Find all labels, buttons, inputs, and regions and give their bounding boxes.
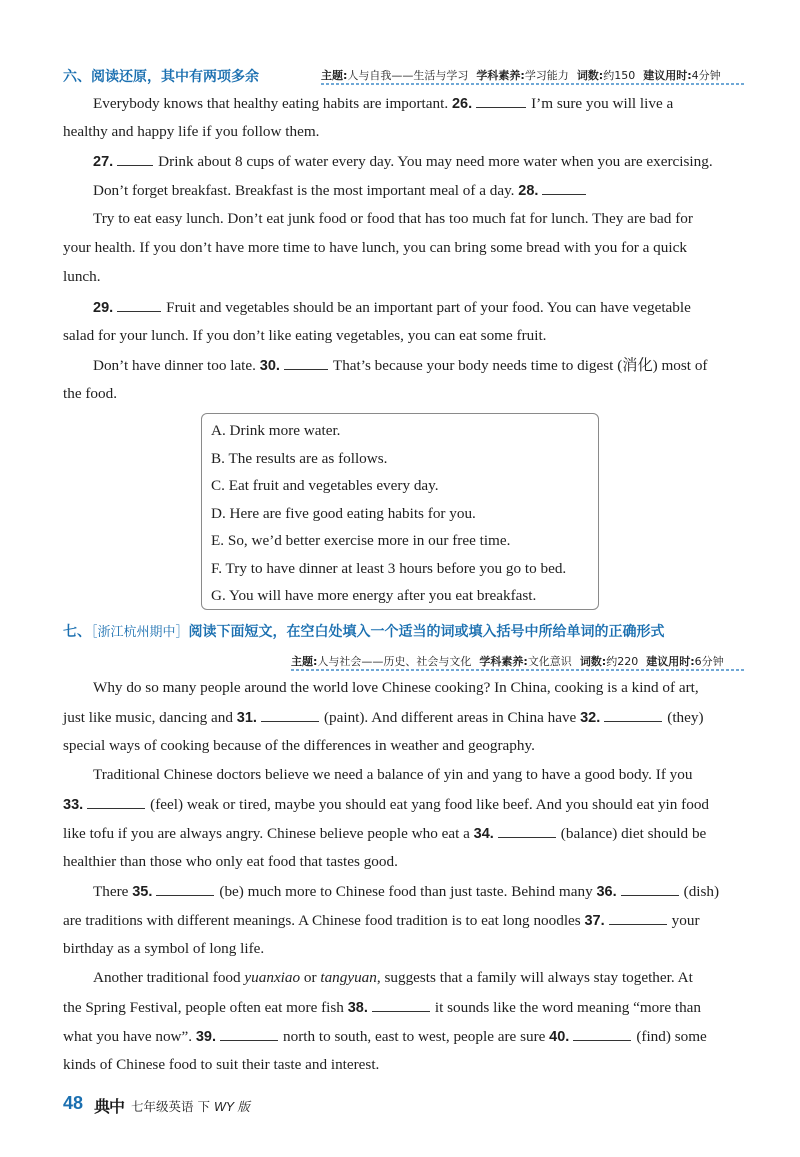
brand-logo: 典中: [94, 1097, 125, 1116]
passage6-line: salad for your lunch. If you don’t like eating vegetables, you can eat some fruit.: [63, 327, 547, 344]
answer-blank-36[interactable]: [621, 881, 679, 896]
option-d: D. Here are five good eating habits for you.: [211, 505, 476, 522]
answer-blank-29[interactable]: [117, 297, 161, 312]
answer-blank-34[interactable]: [498, 823, 556, 838]
answer-blank-32[interactable]: [604, 707, 662, 722]
passage7-line: special ways of cooking because of the differences in weather and geography.: [63, 737, 535, 754]
answer-blank-26[interactable]: [476, 93, 526, 108]
answer-blank-28[interactable]: [542, 180, 586, 195]
passage6-line: your health. If you don’t have more time to have lunch, you can bring some bread with you for a quick: [63, 239, 687, 256]
source-tag: ［浙江杭州期中］: [91, 625, 189, 640]
answer-blank-31[interactable]: [261, 707, 319, 722]
passage7-line: kinds of Chinese food to suit their taste and interest.: [63, 1056, 380, 1073]
passage6-line: Don’t forget breakfast. Breakfast is the most important meal of a day. 28.: [93, 180, 591, 201]
book-title: 七年级英语 下 WY 版: [131, 1099, 250, 1114]
passage7-line: healthier than those who only eat food that tastes good.: [63, 853, 398, 870]
passage6-line: lunch.: [63, 268, 101, 285]
passage7-line: Another traditional food yuanxiao or tangyuan, suggests that a family will always stay together. At: [93, 969, 693, 986]
section7-meta-underline: [291, 669, 745, 671]
passage7-line: birthday as a symbol of long life.: [63, 940, 265, 957]
answer-blank-33[interactable]: [87, 794, 145, 809]
option-g: G. You will have more energy after you eat breakfast.: [211, 587, 537, 604]
answer-blank-40[interactable]: [573, 1026, 631, 1041]
section6-title: 六、阅读还原，其中有两项多余: [63, 69, 259, 85]
passage7-line: the Spring Festival, people often eat more fish 38. it sounds like the word meaning “more than: [63, 999, 702, 1016]
page-number: 48: [63, 1093, 84, 1113]
option-e: E. So, we’d better exercise more in our free time.: [211, 532, 511, 549]
passage6-line: the food.: [63, 385, 117, 402]
section7-title: 七、［浙江杭州期中］阅读下面短文，在空白处填入一个适当的词或填入括号中所给单词的正确形式: [63, 624, 665, 640]
answer-blank-30[interactable]: [284, 355, 328, 370]
answer-blank-35[interactable]: [156, 881, 214, 896]
passage6-line: Don’t have dinner too late. 30. That’s because your body needs time to digest (消化) most of: [93, 357, 708, 374]
passage7-line: 33. (feel) weak or tired, maybe you should eat yang food like beef. And you should eat yin food: [63, 796, 710, 813]
passage7-line: like tofu if you are always angry. Chinese believe people who eat a 34. (balance) diet should be: [63, 825, 707, 842]
passage6-line: 29. Fruit and vegetables should be an important part of your food. You can have vegetable: [93, 299, 691, 316]
answer-blank-27[interactable]: [117, 151, 153, 166]
section6-meta: 主题:人与自我——生活与学习 学科素养:学习能力 词数:约150 建议用时:4分钟: [321, 69, 721, 82]
answer-blank-39[interactable]: [220, 1026, 278, 1041]
passage7-line: what you have now”. 39. north to south, east to west, people are sure 40. (find) some: [63, 1028, 707, 1045]
option-a: A. Drink more water.: [211, 422, 341, 439]
passage6-line: Everybody knows that healthy eating habits are important. 26. I’m sure you will live a: [93, 95, 674, 112]
passage6-line: 27. Drink about 8 cups of water every day. You may need more water when you are exercising.: [93, 153, 713, 170]
passage7-line: Why do so many people around the world love Chinese cooking? In China, cooking is a kind of art,: [93, 679, 699, 696]
passage7-line: are traditions with different meanings. A Chinese food tradition is to eat long noodles 37. your: [63, 912, 700, 929]
option-c: C. Eat fruit and vegetables every day.: [211, 477, 439, 494]
answer-blank-37[interactable]: [609, 910, 667, 925]
passage6-line: healthy and happy life if you follow them.: [63, 123, 320, 140]
passage7-line: Traditional Chinese doctors believe we need a balance of yin and yang to have a good body. If you: [93, 766, 693, 783]
passage6-line: Try to eat easy lunch. Don’t eat junk food or food that has too much fat for lunch. They are bad for: [93, 210, 693, 227]
passage7-line: There 35. (be) much more to Chinese food than just taste. Behind many 36. (dish): [93, 883, 720, 900]
answer-blank-38[interactable]: [372, 997, 430, 1012]
option-f: F. Try to have dinner at least 3 hours before you go to bed.: [211, 560, 567, 577]
section6-meta-underline: [321, 83, 745, 85]
section7-meta: 主题:人与社会——历史、社会与文化 学科素养:文化意识 词数:约220 建议用时:6分钟: [291, 655, 724, 668]
passage7-line: just like music, dancing and 31. (paint). And different areas in China have 32. (they): [63, 709, 704, 726]
option-b: B. The results are as follows.: [211, 450, 388, 467]
